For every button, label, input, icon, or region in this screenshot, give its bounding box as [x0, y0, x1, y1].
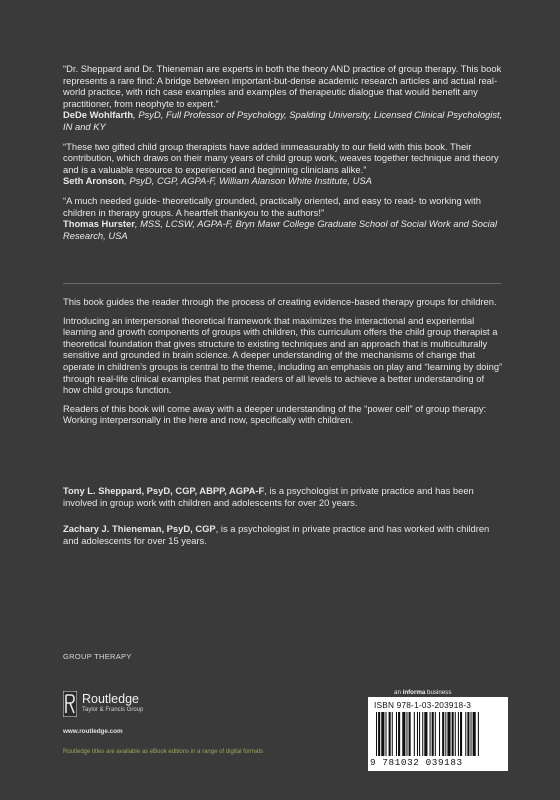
- publisher-logo: [63, 691, 213, 731]
- isbn-barcode: [368, 697, 508, 771]
- barcode-bar: [442, 712, 444, 756]
- endorsement-3: [63, 195, 503, 241]
- endorser-name: Thomas Hurster: [63, 218, 135, 230]
- barcode-bar: [473, 712, 476, 756]
- barcode-bar: [402, 712, 405, 756]
- barcode-bar: [376, 712, 377, 756]
- barcode-bar: [398, 712, 400, 756]
- barcode-bar: [452, 712, 454, 756]
- publisher-group: Taylor & Francis Group: [82, 707, 144, 713]
- endorsement-text: “These two gifted child group therapists have added immeasurably to our field with this book. Their contribution, which draws on their many years of child group work, weaves together technique and theory and is a valuable resource to experienced and beginning clinicians alike.”: [63, 140, 499, 175]
- routledge-logo-icon: [63, 691, 77, 717]
- isbn-label: ISBN 978-1-03-203918-3: [374, 700, 472, 710]
- subject-category: GROUP THERAPY: [63, 652, 132, 661]
- barcode-bar: [381, 712, 384, 756]
- barcode-bar: [406, 712, 407, 756]
- informa-tagline: [394, 689, 451, 696]
- barcode-bar: [447, 712, 450, 756]
- endorsement-text: “Dr. Sheppard and Dr. Thieneman are experts in both the theory AND practice of group therapy. This book represents a rare find: A bridge between important-but-dense academic research articles and actual real-world practice, with rich case examples and examples of therapeutic dialogue that would benefit any practitioner, from neophyte to expert.”: [63, 63, 502, 109]
- isbn-digits: 9 781032 039183: [370, 757, 463, 768]
- barcode-icon: [374, 712, 502, 758]
- barcode-bar: [439, 712, 440, 756]
- barcode-bar: [422, 712, 423, 756]
- barcode-bar: [458, 712, 459, 756]
- barcode-bar: [389, 712, 391, 756]
- endorser-name: Seth Aronson: [63, 175, 125, 187]
- barcode-bar: [378, 712, 380, 756]
- endorsement-text: “A much needed guide- theoretically grounded, practically oriented, and easy to read- to working with children in therapy groups. A heartfelt thankyou to the authors!”: [63, 194, 481, 218]
- publisher-website: www.routledge.com: [63, 728, 123, 735]
- informa-suffix: business: [425, 689, 452, 696]
- book-description: [63, 296, 503, 433]
- publisher-name: Routledge: [82, 692, 139, 706]
- description-paragraph: Readers of this book will come away with a deeper understanding of the “power cell” of group therapy: Working interpersonally in the here and now, specifically with children.: [63, 402, 487, 426]
- author-bio-text: , is a psychologist in private practice and has been involved in group work with children and adolescents for over 20 years.: [63, 485, 474, 508]
- barcode-bar: [396, 712, 397, 756]
- endorser-name: DeDe Wohlfarth: [63, 109, 134, 121]
- barcode-bar: [465, 712, 466, 756]
- author-name: Tony L. Sheppard, PsyD, CGP, ABPP, AGPA-F: [63, 485, 265, 496]
- endorsement-2: [63, 141, 503, 187]
- author-bios: [63, 485, 503, 561]
- barcode-bar: [435, 712, 436, 756]
- barcode-bar: [471, 712, 472, 756]
- barcode-bar: [445, 712, 446, 756]
- endorser-role: , PsyD, Full Professor of Psychology, Spalding University, Licensed Clinical Psychologist, IN and KY: [63, 109, 503, 132]
- author-name: Zachary J. Thieneman, PsyD, CGP: [63, 523, 216, 535]
- author-bio-text: , is a psychologist in private practice and has worked with children and adolescents for over 15 years.: [63, 523, 490, 546]
- informa-brand: informa: [402, 689, 426, 696]
- barcode-bar: [414, 712, 415, 756]
- endorser-role: , PsyD, CGP, AGPA-F, William Alanson White Institute, USA: [124, 175, 372, 187]
- barcode-bar: [424, 712, 427, 756]
- barcode-bar: [460, 712, 462, 756]
- barcode-bar: [430, 712, 431, 756]
- description-paragraph: Introducing an interpersonal theoretical framework that maximizes the interactional and experiential learning and growth components of groups with children, this curriculum offers the child group therapist a theoretical foundation that gives structure to existing techniques and an approach that is multiculturally sensitive and grounded in brain science. A deeper understanding of the mechanisms of change that operate in children’s groups is central to the theme, including an emphasis on play and “learning by doing” through real-life clinical examples that permit readers of all levels to achieve a better understanding of how child groups function.: [63, 314, 503, 396]
- barcode-bar: [392, 712, 393, 756]
- endorsement-attribution: [63, 175, 503, 187]
- endorsement-attribution: [63, 218, 503, 241]
- divider: [63, 283, 501, 284]
- barcode-bar: [409, 712, 411, 756]
- endorser-role: , MSS, LCSW, AGPA-F, Bryn Mawr College Graduate School of Social Work and Social Research, USA: [63, 218, 498, 241]
- endorsement-attribution: [63, 109, 503, 132]
- barcode-bar: [417, 712, 418, 756]
- endorsement-1: [63, 63, 503, 133]
- barcode-bar: [455, 712, 456, 756]
- ebook-note: Routledge titles are available as eBook editions in a range of digital formats: [63, 749, 264, 755]
- author-bio: [63, 523, 503, 546]
- barcode-bar: [419, 712, 420, 756]
- barcode-bar: [478, 712, 479, 756]
- author-bio: [63, 485, 503, 508]
- informa-prefix: an: [394, 689, 403, 696]
- barcode-bar: [385, 712, 386, 756]
- endorsements: [63, 63, 503, 249]
- barcode-bar: [467, 712, 469, 756]
- description-paragraph: This book guides the reader through the process of creating evidence-based therapy groups for children.: [63, 296, 497, 307]
- barcode-bar: [432, 712, 434, 756]
